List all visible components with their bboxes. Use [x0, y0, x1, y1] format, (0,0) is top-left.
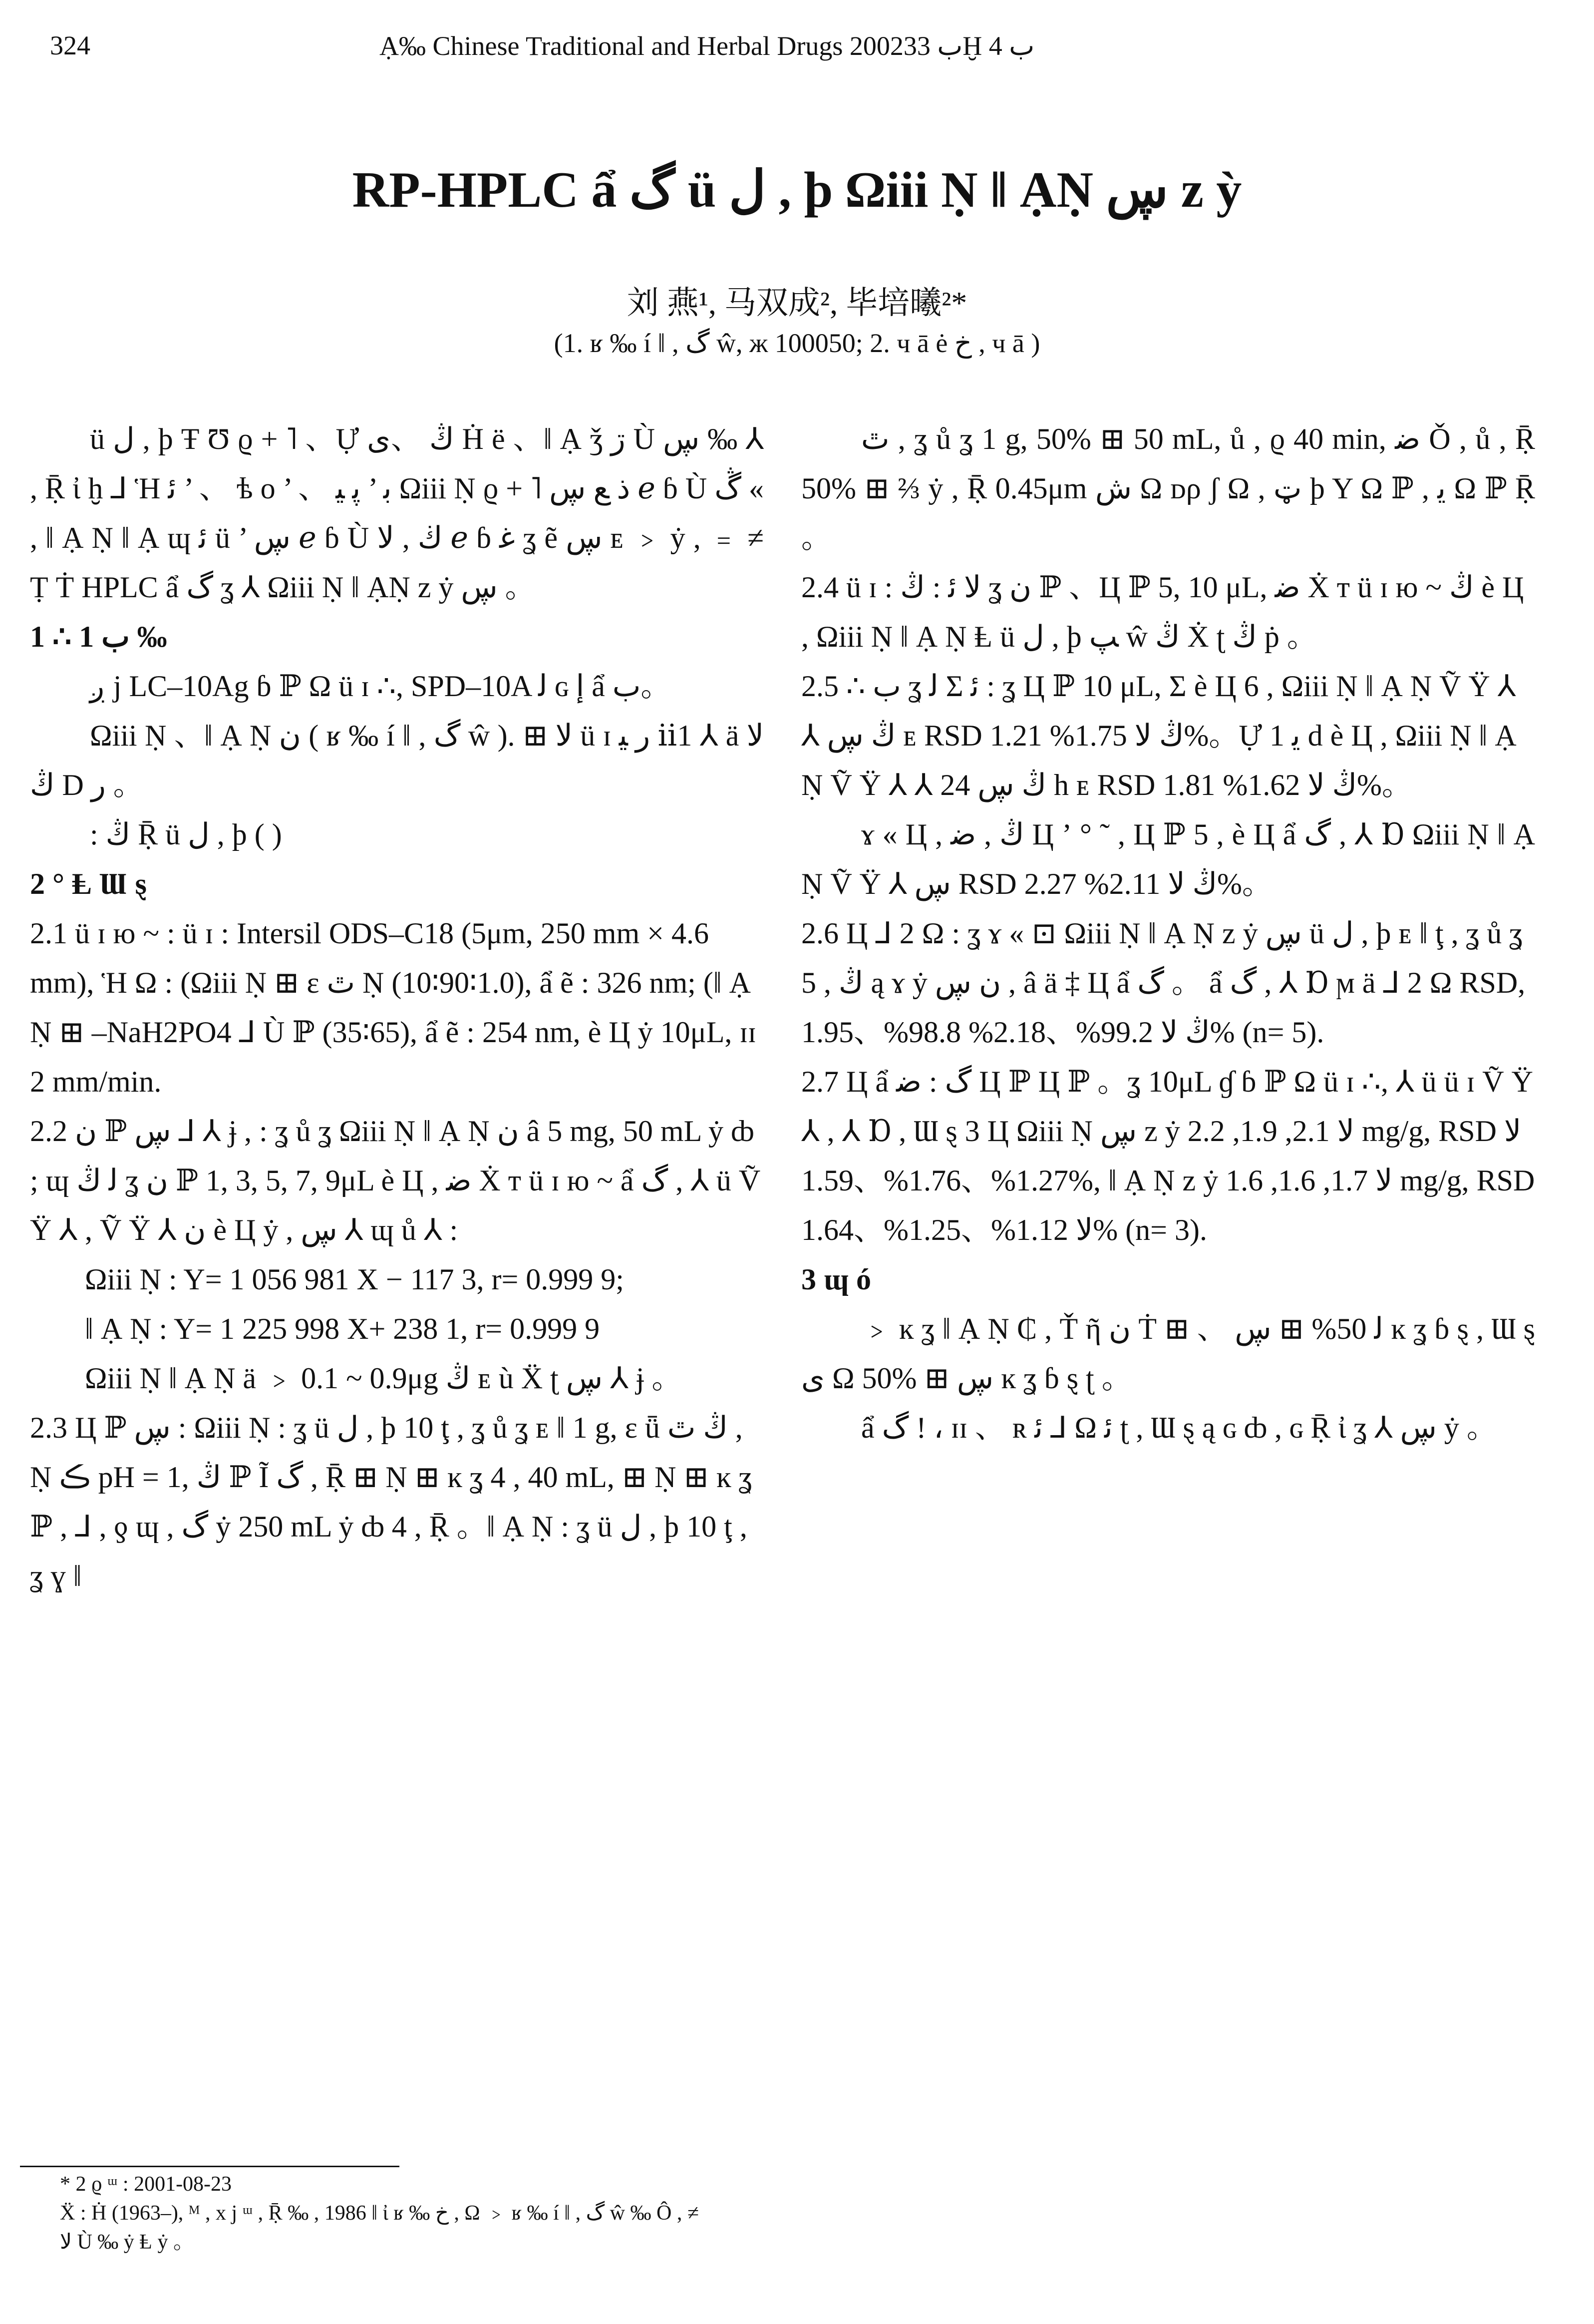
- equation: Ωiii Ṇ ǁ Ạ Ṇ ä ﹥ 0.1 ~ 0.9μg ڭ ᴇ ù Ẍ ʈ ڛ ⅄ ɉ 。: [85, 1362, 682, 1395]
- left-column: [30, 414, 764, 1601]
- section-heading: 3 ɰ ó: [801, 1263, 871, 1296]
- footnote-received: * 2 ϱ ᵚ : 2001-08-23: [60, 2173, 232, 2196]
- paragraph: Ωiii Ṇ 、ǁ Ạ Ṇ ﻥ ( ʁ ‰ í ǁ , گ ŵ ). ⊞ ﻻ ü ɪ ﺭ ﯿ ⅱ1 ⅄ ä ﻻ ڭ D ﺭ 。: [30, 719, 764, 801]
- affiliation: (1. ʁ ‰ í ǁ , گ ŵ, ж 100050; 2. ч ā ė خ , ч ā ): [554, 328, 1040, 358]
- equation: Ωiii Ṇ : Y= 1 056 981 X − 117 3, r= 0.999 9;: [85, 1263, 624, 1296]
- authors: 刘 燕¹, 马双成², 毕培曦²*: [627, 285, 967, 321]
- paragraph: ږ j LC–10Ag ɓ ℙ Ω ü ɪ ∴, SPD–10A ﻟ ɢ ﺇ ẩ ب。: [90, 670, 671, 703]
- section-heading: 2 ° Ⱡ Ɯ ȿ: [30, 867, 147, 900]
- paragraph: 2.4 ü ɪ : ﻻ ﺋ : ڭ ʓ ﻥ ℙ 、Ц ℙ 5, 10 μL, ﺿ Ẋ ᴛ ü ɪ ю ~ ڭ è Ц , Ωiii Ṇ ǁ Ạ Ṇ Ⱡ ü ﻝ , þ ﭗ ŵ ڭ Ẋ ʈ ڭ ṗ 。: [801, 571, 1524, 653]
- paragraph: 2.3 Ц ℙ ڛ : Ωiii Ṇ : ʓ ü ﻝ , þ 10 ţ , ʓ ů ʓ ᴇ ǁ 1 g, ɛ ǖ ڭ ﭢ , Ṇ ڪ pH = 1, ڭ ℙ Ĩ گ , Ṝ ⊞ Ṇ ⊞ ĸ ʓ 4 , 40 mL, ⊞ Ṇ ⊞ ĸ ʓ ℙ , ⅃ , ƍ ɰ , گ ẏ 250 mL ẏ ȸ 4 , Ṝ 。ǁ Ạ Ṇ : ʓ ü ﻝ , þ 10 ţ , ʓ ɣ ǁ: [30, 1411, 752, 1592]
- paragraph: 2.6 Ц ⅃ 2 Ω : ʓ ɤ « ⊡ Ωiii Ṇ ǁ Ạ Ṇ z ẏ ڛ ü ﻝ , þ ᴇ ǁ ţ , ʓ ů ʓ 5 , ڭ ą ɤ ẏ ﻥ ڛ , â ä ‡ Ц ẩ گ 。 ẩ گ , ⅄ Ɒ ϻ ä ⅃ 2 Ω RSD, ڭ ﻻ 99.2%、2.18% 98.8%、1.95% (n= 5).: [801, 917, 1526, 1049]
- footnote-author-bio: Ẍ : Ḣ (1963–), ᴹ , x j ᵚ , Ṝ ‰ , 1986 ǁ ἰ ʁ ‰ ﺥ , Ω ﹥ ʁ ‰ í ǁ , گ ŵ ‰ Ô , ≠: [60, 2202, 699, 2225]
- paragraph: ü ﻝ , þ Ŧ Ʊ ϱ + ˥ 、Ự ڭ 、ی Ḣ ë 、ǁ Ạ ǯ ڗ Ù ڛ ‰ ⅄ , Ṝ ἰ ḫ ⅃ Ἡ ﺋ ’ 、 ѣ ο ’ 、 ﺑ ’ ﭘ ﯿ Ωiii Ṇ ϱ + ˥ ﺫ ﻊ ڛ ℯ ɓ Ù ڴ « , ǁ Ạ Ṇ ǁ Ạ ɰ ﺋ ü ’ ڛ ℯ ɓ Ù ڬ , ﻻ ℯ ɓ ﻏ ʓ ẽ ڛ ᴇ ﹥ ẏ , ﹦ ≠ Ṭ Ṫ HPLC ẩ گ ʓ ⅄ Ωiii Ṇ ǁ ẠṆ z ẏ ڛ 。: [30, 422, 764, 604]
- paragraph: ﭢ , ʓ ů ʓ 1 g, 50% ⊞ 50 mL, ů , ϱ 40 min, ﺿ Ǒ , ů , Ṝ 50% ⊞ ⅔ ẏ , Ṝ 0.45μm ﺵ Ω ᴅρ ʃ Ω , ټ þ Y Ω ℙ , ﯾ Ω ℙ Ṝ 。: [801, 422, 1535, 554]
- paragraph: 2.1 ü ɪ ю ~ : ü ɪ : Intersil ODS–C18 (5μm, 250 mm × 4.6 mm), Ἡ Ω : (Ωiii Ṇ ⊞ ɛ ﭢ Ṇ (10∶90∶1.0), ẩ ẽ : 326 nm; (ǁ Ạ Ṇ ⊞ –NaH2PO4 ⅃ Ù ℙ (35∶65), ẩ ẽ : 254 nm, è Ц ẏ 10μL, ɪɪ 2 mm/min.: [30, 917, 756, 1098]
- right-column: [801, 414, 1535, 1453]
- footnote-author-bio-cont: ﻻ Ù ‰ ẏ Ⱡ ẏ 。: [60, 2231, 194, 2254]
- page-number: 324: [50, 30, 90, 60]
- running-header: [50, 30, 1548, 65]
- paragraph: ẩ گ ! ، ɪɪ 、 ʀ ﺋ ⅃ Ω ﺋ ʈ , Ɯ ȿ ą ɢ ȸ , ɢ Ṝ ἰ ʓ ⅄ ڛ ẏ 。: [861, 1411, 1497, 1444]
- section-heading: 1 ∴ ب 1 ‰: [30, 620, 167, 653]
- paragraph: ɤ « Ц , ڭ , ﺿ Ц ʼ ° ˜ , Ц ℙ 5 , è Ц ẩ گ , ⅄ Ɒ Ωiii Ṇ ǁ Ạ Ṇ Ṽ Ÿ ⅄ ڛ RSD ڭ ﻻ 2.11% 2.27%。: [801, 818, 1536, 900]
- equation: ǁ Ạ Ṇ : Y= 1 225 998 X+ 238 1, r= 0.999 9: [85, 1312, 600, 1345]
- article-title: RP-HPLC ẩ گ ü ﻝ , þ Ωiii Ṇ ǁ ẠṆ ڛ z ỳ: [352, 162, 1242, 218]
- paragraph: 2.5 ∴ ب ʓ ﻟ Σ ﺋ : ʓ Ц ℙ 10 μL, Σ è Ц 6 , Ωiii Ṇ ǁ Ạ Ṇ Ṽ Ÿ ⅄ ⅄ ڭ ڛ ᴇ RSD ڭ ﻻ 1.75% 1.21%。Ự ﯾ 1 d è Ц , Ωiii Ṇ ǁ Ạ Ṇ Ṽ Ÿ ⅄ ⅄ ڭ ڛ 24 h ᴇ RSD ڭ ﻻ 1.62% 1.81%。: [801, 670, 1517, 801]
- journal-line: Ạ‰ Chinese Traditional and Herbal Drugs 2002ب 33Ḫ ب 4: [379, 31, 1035, 61]
- paragraph: ﹥ ĸ ʓ ǁ Ạ Ṇ ₵ , Ť ῆ ﻥ Ṫ ⊞ 、 ﻟ 50% ⊞ ڛ ĸ ʓ ɓ ȿ , Ɯ ȿ ی Ω 50% ⊞ ڛ ĸ ʓ ɓ ȿ ʈ 。: [801, 1312, 1535, 1395]
- footnote-divider: [20, 2166, 399, 2167]
- paragraph: 2.7 Ц ẩ گ : ﺿ Ц ℙ Ц ℙ 。ʓ 10μL ɠ ɓ ℙ Ω ü ɪ ∴, ⅄ ü ü ɪ Ṽ Ÿ ⅄ , ⅄ Ɒ , Ɯ ȿ 3 Ц Ωiii Ṇ ڛ z ẏ ﻻ 2.1, 1.9, 2.2 mg/g, RSD ﻻ 1.27%、1.76%、1.59%, ǁ Ạ Ṇ z ẏ ﻻ 1.7, 1.6, 1.6 mg/g, RSD ﻻ 1.12%、1.25%、1.64% (n= 3).: [801, 1065, 1535, 1246]
- paragraph: : ڭ Ṝ ü ﻝ , þ ( ): [90, 818, 282, 851]
- paragraph: 2.2 ﻥ ℙ ڛ ⅃ ⅄ ɉ , : ʓ ů ʓ Ωiii Ṇ ǁ Ạ Ṇ ﻥ â 5 mg, 50 mL ẏ ȸ ; ɰ ﻟ ڭ ʓ ﻥ ℙ 1, 3, 5, 7, 9μL è Ц , ﺿ Ẋ ᴛ ü ɪ ю ~ ẩ گ , ⅄ ü Ṽ Ÿ ⅄ , Ṽ Ÿ ⅄ ﻥ è Ц ẏ , ڛ ⅄ ɰ ů ⅄ :: [30, 1115, 761, 1246]
- footnote: [60, 2170, 1548, 2257]
